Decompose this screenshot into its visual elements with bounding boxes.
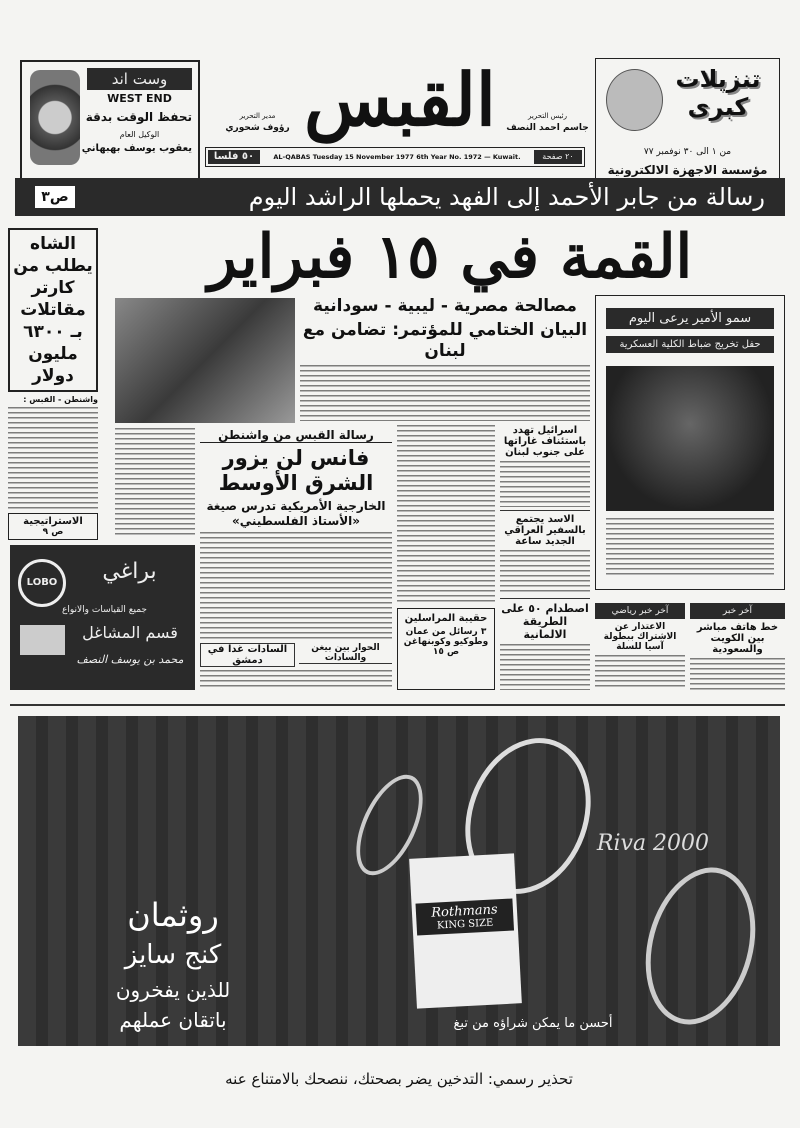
shah-dateline: واشنطن - القبس : — [23, 395, 98, 404]
dialogue-headline: الحوار بين بيغن والسادات — [299, 643, 392, 664]
latest-label: آخر خبر — [690, 603, 785, 619]
washington-headline: فانس لن يزور الشرق الأوسط — [218, 446, 374, 495]
page-count: ٢٠ صفحة — [534, 150, 582, 164]
ad-brand-en: WEST END — [107, 92, 172, 105]
emir-caption — [606, 518, 774, 578]
washington-subheadline: الخارجية الأمريكية تدرس صيغة «الأستاذ الفلسطيني» — [206, 499, 386, 528]
editor-label: رئيس التحرير — [528, 112, 567, 120]
summit-continued-body — [397, 425, 495, 603]
correspondents-box[interactable] — [397, 608, 495, 690]
subheadline-reconciliation: مصالحة مصرية - ليبية - سودانية — [313, 296, 577, 316]
rothmans-brand-ar: روثمان — [127, 896, 219, 934]
managing-editor-label: مدير التحرير — [239, 112, 276, 120]
lobo-line: جميع القياسات والانواع — [61, 605, 147, 615]
info-bar — [205, 147, 585, 167]
correspondents-page-ref: ص ١٥ — [432, 647, 460, 657]
correspondents-title: حقيبة المراسلين — [404, 613, 488, 624]
lead-paragraph — [300, 365, 590, 421]
rothmans-tagline: أحسن ما يمكن شراؤه من تبغ — [453, 1016, 613, 1031]
summit-photo — [115, 298, 295, 423]
strategy-page-ref: ص ٩ — [42, 527, 64, 537]
israel-headline: اسرائيل تهدد باستئناف غاراتها على جنوب لبنان — [503, 425, 587, 458]
photo-caption — [115, 428, 195, 538]
latest-column — [690, 603, 785, 690]
banner-text: رسالة من جابر الأحمد إلى الفهد يحملها الراشد اليوم — [248, 183, 765, 211]
managing-editor: رؤوف شحوري — [225, 123, 290, 133]
pack-brand: Rothmans — [430, 902, 498, 921]
ashtray-image — [629, 855, 772, 1037]
rothmans-line2: للذين يفخرون — [115, 978, 231, 1002]
sale-title: تنزيلات كبرى — [675, 65, 761, 121]
watch-image — [30, 70, 80, 165]
rothmans-ad — [18, 716, 780, 1046]
latest-sport-body — [595, 655, 685, 690]
subheadline-statement: البيان الختامي للمؤتمر: تضامن مع لبنان — [302, 320, 588, 361]
strategy-title: الاستراتيجية — [23, 516, 83, 527]
lobo-ad — [10, 545, 195, 690]
correspondents-text: ٣ رسائل من عمان وطوكيو وكوبنهاغن — [403, 627, 489, 647]
divider — [10, 704, 785, 706]
bolt-icon — [20, 625, 65, 655]
rothmans-line3: باتقان عملهم — [119, 1008, 227, 1032]
health-warning: تحذير رسمي: التدخين يضر بصحتك، ننصحك بالامتناع عنه — [225, 1070, 573, 1088]
sale-company: مؤسسة الاجهزة الالكترونية — [607, 163, 768, 177]
shah-box: الشاه يطلب من كارتر مقاتلات بـ ٦٣٠٠ مليون دولار — [8, 228, 98, 392]
assad-headline: الاسد يجتمع بالسفير العراقي الجديد ساعة — [500, 510, 590, 547]
latest-headline: خط هاتف مباشر بين الكويت والسعودية — [696, 622, 779, 655]
rothmans-line1: كنج سايز — [124, 940, 222, 970]
latest-sport-label: آخر خبر رياضي — [595, 603, 685, 619]
clash-body — [500, 644, 590, 690]
ad-agent: يعقوب يوسف بهبهاني — [81, 143, 192, 154]
israel-body — [500, 461, 590, 507]
sale-ad — [595, 58, 780, 193]
ad-slogan: تحفظ الوقت بدقة — [85, 110, 192, 124]
editor-in-chief: جاسم احمد النصف — [506, 123, 589, 133]
sadat-headline: السادات غدا في دمشق — [200, 643, 295, 667]
strategy-box[interactable] — [8, 513, 98, 540]
shah-column — [8, 228, 98, 540]
dialogue-body — [200, 670, 392, 690]
banner-headline — [15, 178, 785, 216]
dateline: AL-QABAS Tuesday 15 November 1977 6th Year No. 1972 — Kuwait. — [273, 153, 521, 161]
lobo-title: براغي — [102, 559, 157, 584]
emir-photo — [606, 366, 774, 511]
emir-subtitle: حفل تخريج ضباط الكلية العسكرية — [606, 336, 774, 353]
washington-column — [200, 428, 392, 690]
main-headline: القمة في ١٥ فبراير — [207, 222, 693, 292]
shah-article-body — [8, 407, 98, 510]
emir-title: سمو الأمير يرعى اليوم — [606, 308, 774, 329]
emir-box — [595, 295, 785, 590]
masthead-logo: القبس — [304, 57, 496, 142]
pack-size: KING SIZE — [436, 917, 494, 932]
banner-page-ref[interactable]: ص٣ — [35, 186, 75, 208]
price: ٥٠ فلسا — [208, 150, 260, 164]
latest-body — [690, 658, 785, 690]
latest-sport-headline: الاعتذار عن الاشتراك ببطولة آسيا للسلة — [603, 622, 677, 652]
washington-body — [200, 532, 392, 640]
lobo-company: محمد بن يوسف النصف — [76, 653, 184, 666]
washington-kicker: رسالة القبس من واشنطن — [200, 428, 392, 443]
riva-signature: Riva 2000 — [596, 831, 710, 856]
cigarette-pack — [409, 853, 522, 1008]
latest-sport-column — [595, 603, 685, 690]
pack-label — [415, 899, 514, 936]
lobo-logo: LOBO — [18, 559, 66, 607]
sale-dates: من ١ الى ٣٠ نوفمبر ٧٧ — [643, 147, 732, 157]
ad-agent-label: الوكيل العام — [119, 130, 160, 139]
news-column — [500, 425, 590, 690]
elephant-illustration — [606, 69, 663, 131]
assad-body — [500, 550, 590, 596]
ad-brand-ar: وست اند — [87, 68, 192, 90]
summit-lead-column — [300, 296, 590, 421]
clash-headline: اصطدام ٥٠ على الطريقة الالمانية — [500, 598, 590, 641]
lobo-brand: قسم المشاغل — [82, 623, 178, 642]
